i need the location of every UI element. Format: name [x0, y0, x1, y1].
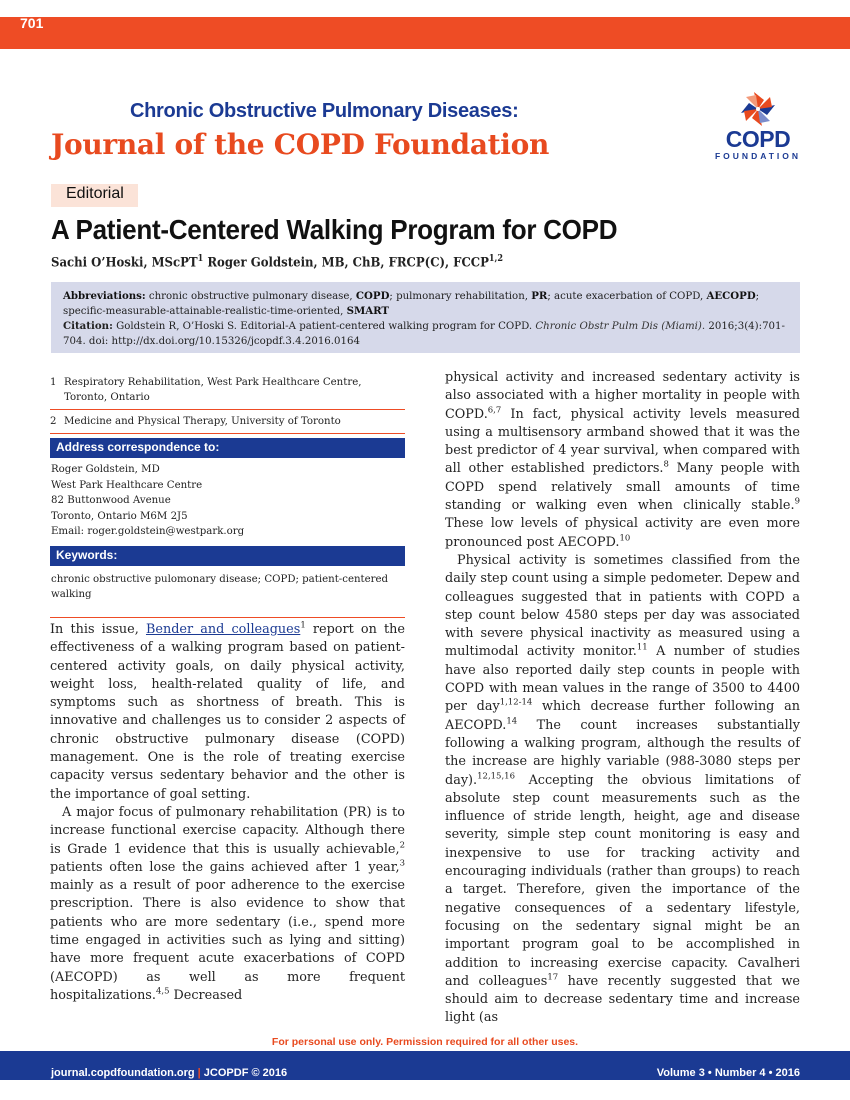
- correspondence-heading: Address correspondence to:: [50, 438, 405, 458]
- author-affil-sup: 1,2: [488, 254, 504, 264]
- keywords-text: chronic obstructive pulomonary disease; COPD; patient-centered walking: [51, 573, 389, 600]
- correspondence-address: Roger Goldstein, MD West Park Healthcare Centre 82 Buttonwood Avenue Toronto, Ontario M6M 2J5 Email: roger.goldstein@westpark.org: [51, 464, 245, 537]
- article-title: A Patient-Centered Walking Program for COPD: [51, 214, 618, 245]
- paragraph: physical activity and increased sedentary activity is also associated with a higher mortality in people with COPD.$^{6,7}$ In fact, physical activity levels measured using a multisensory armband showed that it was the best predictor of 4 year survival, when compared with all other established predictors.$^8$ Many people with COPD spend relatively small amounts of time standing or walking even when clinically stable.$^9$ These low levels of physical activity are even more pronounced post AECOPD.$^{10}$: [445, 370, 800, 550]
- author-name: Roger Goldstein, MB, ChB, FRCP(C), FCCP: [207, 255, 489, 271]
- divider: [50, 433, 405, 434]
- author-name: Sachi O’Hoski, MScPT: [51, 255, 198, 271]
- top-color-bar: [0, 17, 850, 49]
- issue-info: Volume 3 • Number 4 • 2016: [656, 1067, 800, 1079]
- logo-subtext: FOUNDATION: [714, 151, 802, 161]
- right-column-body: [445, 369, 800, 1028]
- paragraph: A major focus of pulmonary rehabilitation (PR) is to increase functional exercise capacity. Although there is Grade 1 evidence that this is usually achievable,$^2$ patients often lose the gains achieved after 1 year,$^3$ mainly as a result of poor adherence to the exercise prescription. There is also evidence to show that patients who are more sedentary (i.e., spend more time engaged in activities such as lying and sitting) have more frequent acute exacerbations of COPD (AECOPD) as well as more frequent hospitalizations.$^{4,5}$ Decreased: [50, 804, 405, 1003]
- author-line: [51, 254, 503, 270]
- section-label: Editorial: [51, 184, 138, 207]
- paragraph: In this issue, Bender and colleagues$^1$ report on the effectiveness of a walking program based on patient-centered activity goals, on daily physical activity, weight loss, health-related quality of life, and symptoms such as shortness of breath. This is innovative and challenges us to consider 2 aspects of chronic obstructive pulmonary disease (COPD) management. One is the role of treating exercise capacity versus sedentary behavior and the other is the importance of goal setting.: [50, 620, 405, 802]
- copyright: JCOPDF © 2016: [203, 1067, 288, 1079]
- affiliation-item: 1 Respiratory Rehabilitation, West Park Healthcare Centre, Toronto, Ontario: [50, 377, 362, 403]
- abbreviations: Abbreviations: chronic obstructive pulmonary disease, COPD; pulmonary rehabilitation, PR; acute exacerbation of COPD, AECOPD; specific-measurable-attainable-realistic-time-oriented, SMART: [63, 290, 760, 317]
- journal-title: Journal of the COPD Foundation: [51, 128, 550, 161]
- bender-colleagues-link[interactable]: Bender and colleagues: [145, 622, 301, 637]
- citation: Citation: Goldstein R, O’Hoski S. Editorial-A patient-centered walking program for COPD. Chronic Obstr Pulm Dis (Miami). 2016;3(4):701-704. doi: http://dx.doi.org/10.15326/jcopdf.3.4.2016.0164: [63, 320, 785, 347]
- logo-wordmark: COPD: [725, 126, 791, 152]
- pinwheel-icon: [712, 90, 804, 130]
- journal-subtitle: Chronic Obstructive Pulmonary Diseases:: [130, 100, 519, 122]
- left-column-body: [50, 621, 405, 1005]
- abbreviations-label: Abbreviations:: [63, 290, 146, 302]
- page-number: 701: [20, 15, 44, 31]
- affiliation-item: 2 Medicine and Physical Therapy, University of Toronto: [50, 416, 341, 427]
- keywords-heading: Keywords:: [50, 546, 405, 566]
- affiliations-sidebar: [50, 373, 405, 618]
- copd-foundation-logo: [712, 90, 804, 162]
- permission-note: For personal use only. Permission required for all other uses.: [271, 1036, 579, 1048]
- footer-left: journal.copdfoundation.org | JCOPDF © 2016: [51, 1067, 288, 1079]
- journal-site-link[interactable]: journal.copdfoundation.org: [51, 1067, 195, 1079]
- author-affil-sup: 1: [197, 254, 204, 264]
- citation-label: Citation:: [63, 320, 113, 332]
- abbreviations-citation-box: [51, 282, 800, 353]
- divider: [50, 617, 405, 618]
- paragraph: Physical activity is sometimes classified from the daily step count using a simple pedometer. Depew and colleagues suggested that in patients with COPD a step count below 4580 steps per day was associated with severe physical inactivity as measured using a multimodal activity monitor.$^{11}$ A number of studies have also reported daily step counts in people with COPD with mean values in the range of 3500 to 4400 per day$^{1,12-14}$ which decrease further following an AECOPD.$^{14}$ The count increases substantially following a walking program, although the results of the increase are highly variable (988-3080 steps per day).$^{12,15,16}$ Accepting the obvious limitations of absolute step count measurements such as the influence of stride length, height, age and disease severity, simple step count monitoring is easy and inexpensive to use for tracking activity and encouraging individuals (rather than groups) to reach a target. Therefore, given the importance of the negative consequences of a sedentary lifestyle, focusing on the sedentary signal might be an important program goal to be accomplished in addition to increasing exercise capacity. Cavalheri and colleagues$^{17}$ have recently suggested that we should aim to decrease sedentary time and increase light (as: [445, 552, 800, 1026]
